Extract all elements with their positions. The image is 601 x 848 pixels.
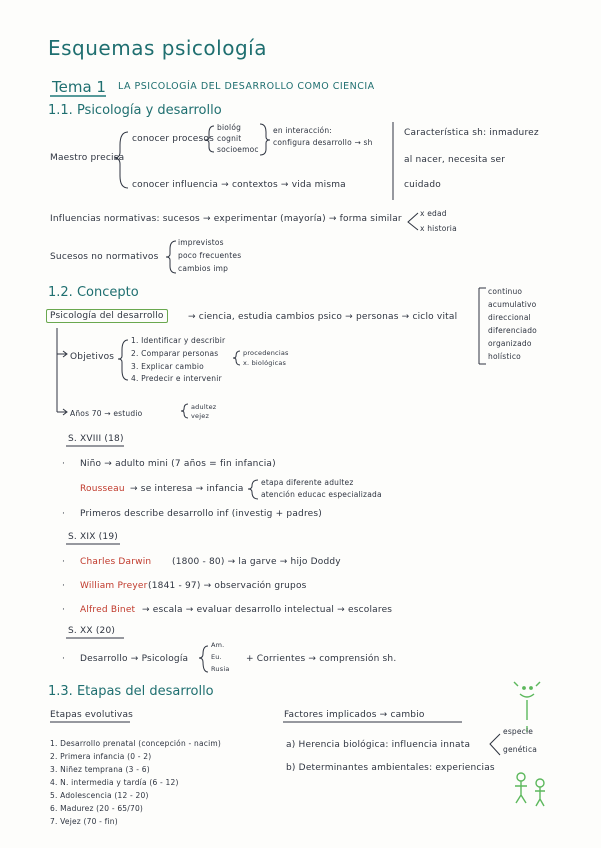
siglo-18-item-1: Niño → adulto mini (7 años = fin infancia): [80, 459, 276, 469]
darwin-desc: (1800 - 80) → la garve → hijo Doddy: [172, 557, 341, 567]
influencias-normativas: Influencias normativas: sucesos → experimentar (mayoría) → forma similar: [50, 214, 402, 224]
caracteristica-line-1: Característica sh: inmadurez: [404, 128, 539, 138]
objetivos-label: Objetivos: [70, 352, 115, 362]
proceso-biologico: biológ: [217, 123, 242, 132]
trait-acumulativo: acumulativo: [488, 300, 537, 309]
tema-title: LA PSICOLOGÍA DEL DESARROLLO COMO CIENCIA: [118, 81, 375, 92]
rousseau-desc: → se interesa → infancia: [130, 484, 244, 494]
trait-diferenciado: diferenciado: [488, 326, 537, 335]
rousseau-sub-2: atención educac especializada: [261, 490, 382, 499]
etapa-6: 6. Madurez (20 - 65/70): [50, 804, 144, 813]
siglo-18-bullet-1: ·: [62, 459, 66, 469]
trait-continuo: continuo: [488, 287, 523, 296]
sucesos-poco-frecuentes: poco frecuentes: [178, 251, 242, 260]
influencia-historia: x historia: [420, 224, 457, 233]
darwin-name: Charles Darwin: [80, 557, 152, 567]
anos-70: Años 70 → estudio: [70, 409, 143, 418]
preyer-name: William Preyer: [80, 581, 148, 591]
binet-desc: → escala → evaluar desarrollo intelectual → escolares: [142, 605, 393, 615]
page-title: Esquemas psicología: [48, 36, 267, 60]
trait-direccional: direccional: [488, 313, 531, 322]
trait-organizado: organizado: [488, 339, 532, 348]
section-1-3-heading: 1.3. Etapas del desarrollo: [48, 684, 214, 699]
rousseau-name: Rousseau: [80, 484, 125, 494]
sucesos-imprevistos: imprevistos: [178, 238, 224, 247]
country-rusia: Rusia: [211, 665, 230, 673]
etapa-1: 1. Desarrollo prenatal (concepción - nacim): [50, 739, 221, 748]
tema-label: Tema 1: [52, 78, 106, 96]
objetivo-1: 1. Identificar y describir: [131, 336, 226, 345]
siglo-20-item: Desarrollo → Psicología: [80, 654, 189, 664]
country-am: Am.: [211, 641, 225, 649]
siglo-19-bullet-1: ·: [62, 557, 66, 567]
determinantes-ambientales: b) Determinantes ambientales: experiencias: [286, 763, 495, 773]
rousseau-sub-1: etapa diferente adultez: [261, 478, 354, 487]
objetivo-2: 2. Comparar personas: [131, 349, 219, 358]
etapa-5: 5. Adolescencia (12 - 20): [50, 791, 149, 800]
concepto-definicion: → ciencia, estudia cambios psico → personas → ciclo vital: [188, 312, 458, 322]
conocer-influencia: conocer influencia → contextos → vida misma: [132, 180, 346, 190]
sucesos-cambios-imp: cambios imp: [178, 264, 229, 273]
siglo-18-item-3: Primeros describe desarrollo inf (investig + padres): [80, 509, 322, 519]
herencia-biologica: a) Herencia biológica: influencia innata: [286, 740, 471, 750]
interaccion-2: configura desarrollo → sh: [273, 138, 373, 147]
binet-name: Alfred Binet: [80, 605, 136, 615]
interaccion-1: en interacción:: [273, 126, 333, 135]
factores-title: Factores implicados → cambio: [284, 710, 425, 720]
psicologia-desarrollo-box: Psicología del desarrollo: [46, 309, 168, 323]
etapas-title: Etapas evolutivas: [50, 710, 134, 720]
caracteristica-line-2: al nacer, necesita ser: [404, 155, 506, 165]
herencia-especie: especie: [503, 727, 534, 736]
caracteristica-line-3: cuidado: [404, 180, 442, 190]
siglo-19-bullet-2: ·: [62, 581, 66, 591]
siglo-18-label: S. XVIII (18): [68, 434, 124, 444]
conocer-procesos: conocer procesos: [132, 134, 215, 144]
sucesos-no-normativos: Sucesos no normativos: [50, 252, 159, 262]
section-1-2-heading: 1.2. Concepto: [48, 285, 139, 300]
etapa-3: 3. Niñez temprana (3 - 6): [50, 765, 150, 774]
comparar-procedencias: procedencias: [243, 349, 289, 357]
proceso-socioemocional: socioemoc: [217, 145, 259, 154]
siglo-20-bullet: ·: [62, 654, 66, 664]
trait-holistico: holístico: [488, 352, 521, 361]
etapa-4: 4. N. intermedia y tardía (6 - 12): [50, 778, 179, 787]
siglo-19-bullet-3: ·: [62, 605, 66, 615]
comparar-biologicas: x. biológicas: [243, 359, 287, 367]
siglo-20-label: S. XX (20): [68, 626, 116, 636]
preyer-desc: (1841 - 97) → observación grupos: [148, 581, 307, 591]
objetivo-3: 3. Explicar cambio: [131, 362, 204, 371]
herencia-genetica: genética: [503, 745, 538, 754]
siglo-19-label: S. XIX (19): [68, 532, 118, 542]
anos-70-adultez: adultez: [191, 403, 217, 411]
objetivo-4: 4. Predecir e intervenir: [131, 374, 222, 383]
country-eu: Eu.: [211, 653, 222, 661]
siglo-18-bullet-3: ·: [62, 509, 66, 519]
section-1-1-heading: 1.1. Psicología y desarrollo: [48, 103, 222, 118]
etapa-2: 2. Primera infancia (0 - 2): [50, 752, 152, 761]
maestro-precisa: Maestro precisa: [50, 153, 125, 163]
siglo-20-rest: + Corrientes → comprensión sh.: [246, 654, 397, 664]
stick-figures-doodle: [514, 682, 545, 806]
proceso-cognitivo: cognit: [217, 134, 242, 143]
etapa-7: 7. Vejez (70 - fin): [50, 817, 118, 826]
anos-70-vejez: vejez: [191, 412, 210, 420]
influencia-edad: x edad: [420, 209, 447, 218]
